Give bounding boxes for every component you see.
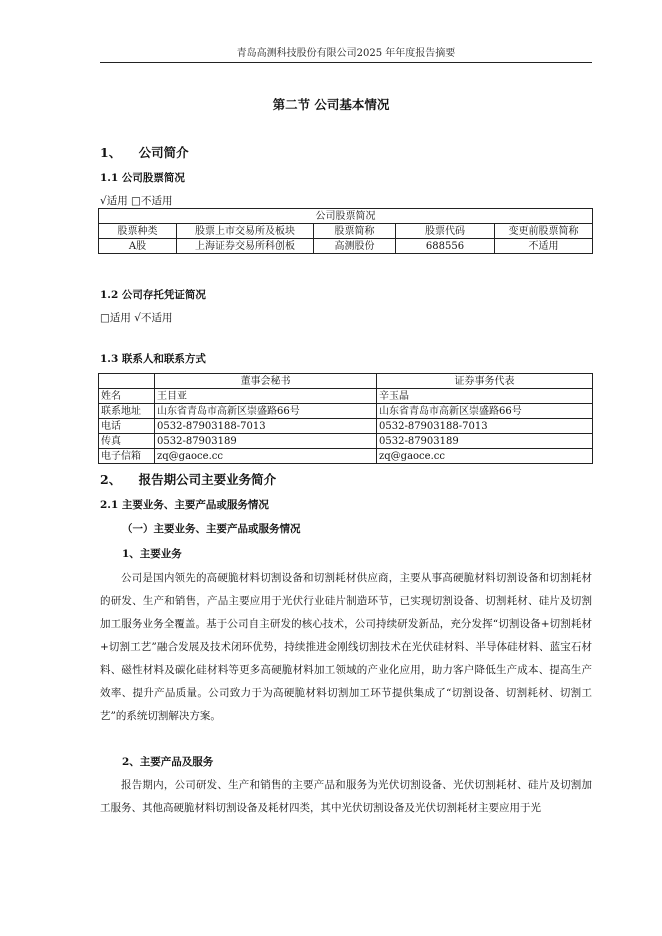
heading-number: 1、 xyxy=(100,145,122,160)
row-label: 电话 xyxy=(99,419,155,434)
column-header: 董事会秘书 xyxy=(155,374,377,389)
row-label: 姓名 xyxy=(99,389,155,404)
table-row xyxy=(99,404,593,419)
table-row xyxy=(99,239,593,254)
table-cell: 0532-87903189 xyxy=(155,434,377,449)
table-row xyxy=(99,419,593,434)
heading-depositary-receipts: 1.2 公司存托凭证简况 xyxy=(100,289,206,301)
table-caption-row xyxy=(99,209,593,224)
page-header: 青岛高测科技股份有限公司2025 年年度报告摘要 xyxy=(236,48,456,59)
heading-main-business: 2.1 主要业务、主要产品或服务情况 xyxy=(100,499,269,511)
row-label: 电子信箱 xyxy=(99,449,155,464)
table-row xyxy=(99,389,593,404)
section-title: 第二节 公司基本情况 xyxy=(272,97,390,112)
item-title-main-business: 1、主要业务 xyxy=(122,548,182,560)
table-row xyxy=(99,449,593,464)
applicability-stock: √适用 □不适用 xyxy=(100,195,173,207)
heading-stock-overview: 1.1 公司股票简况 xyxy=(100,172,185,184)
row-label: 传真 xyxy=(99,434,155,449)
heading-text: 公司简介 xyxy=(138,145,189,160)
table-row xyxy=(99,434,593,449)
column-header: 证券事务代表 xyxy=(377,374,593,389)
table-cell: 0532-87903188-7013 xyxy=(377,419,593,434)
table-cell: zq@gaoce.cc xyxy=(155,449,377,464)
column-header: 股票代码 xyxy=(396,224,495,239)
table-cell: 688556 xyxy=(396,239,495,254)
table-cell: 山东省青岛市高新区崇盛路66号 xyxy=(377,404,593,419)
heading-contacts: 1.3 联系人和联系方式 xyxy=(100,353,206,365)
table-cell: 王目亚 xyxy=(155,389,377,404)
table-cell: 0532-87903188-7013 xyxy=(155,419,377,434)
table-cell: zq@gaoce.cc xyxy=(377,449,593,464)
table-header-row xyxy=(99,374,593,389)
table-cell: 高测股份 xyxy=(314,239,396,254)
table-cell: 0532-87903189 xyxy=(377,434,593,449)
contacts-table xyxy=(98,373,593,464)
paragraph-products: 报告期内，公司研发、生产和销售的主要产品和服务为光伏切割设备、光伏切割耗材、硅片及切割加工服务、其他高硬脆材料切割设备及耗材四类，其中光伏切割设备及光伏切割耗材主要应用于光 xyxy=(100,779,592,814)
column-header: 股票种类 xyxy=(99,224,177,239)
column-header: 变更前股票简称 xyxy=(495,224,593,239)
subheading-main-business: （一）主要业务、主要产品或服务情况 xyxy=(122,523,301,535)
row-label: 联系地址 xyxy=(99,404,155,419)
table-cell: 上海证券交易所科创板 xyxy=(177,239,314,254)
column-header: 股票上市交易所及板块 xyxy=(177,224,314,239)
heading-business-intro xyxy=(100,470,276,488)
table-cell: 辛玉晶 xyxy=(377,389,593,404)
heading-text: 报告期公司主要业务简介 xyxy=(138,472,277,487)
column-header: 股票简称 xyxy=(314,224,396,239)
table-header-row xyxy=(99,224,593,239)
table-cell: A股 xyxy=(99,239,177,254)
paragraph-main-business: 公司是国内领先的高硬脆材料切割设备和切割耗材供应商，主要从事高硬脆材料切割设备和切割耗材的研发、生产和销售，产品主要应用于光伏行业硅片制造环节，已实现切割设备、切割耗材、硅片及切割加工服务业务全覆盖。基于公司自主研发的核心技术，公司持续研发新品，充分发挥“切割设备+切割耗材+切割工艺”融合发展及技术闭环优势，持续推进金刚线切割技术在光伏硅材料、半导体硅材料、蓝宝石材料、磁性材料及碳化硅材料等更多高硬脆材料加工领域的产业化应用，助力客户降低生产成本、提高生产效率、提升产品质量。公司致力于为高硬脆材料切割加工环节提供集成了“切割设备、切割耗材、切割工艺”的系统切割解决方案。 xyxy=(100,572,592,722)
heading-company-intro xyxy=(100,143,189,161)
applicability-depositary: □适用 √不适用 xyxy=(100,312,173,324)
heading-number: 2、 xyxy=(100,472,122,487)
header-rule xyxy=(100,62,592,63)
item-title-products: 2、主要产品及服务 xyxy=(122,756,214,768)
table-caption: 公司股票简况 xyxy=(99,209,593,224)
table-cell: 不适用 xyxy=(495,239,593,254)
table-cell: 山东省青岛市高新区崇盛路66号 xyxy=(155,404,377,419)
stock-overview-table xyxy=(98,208,593,254)
column-header xyxy=(99,374,155,389)
